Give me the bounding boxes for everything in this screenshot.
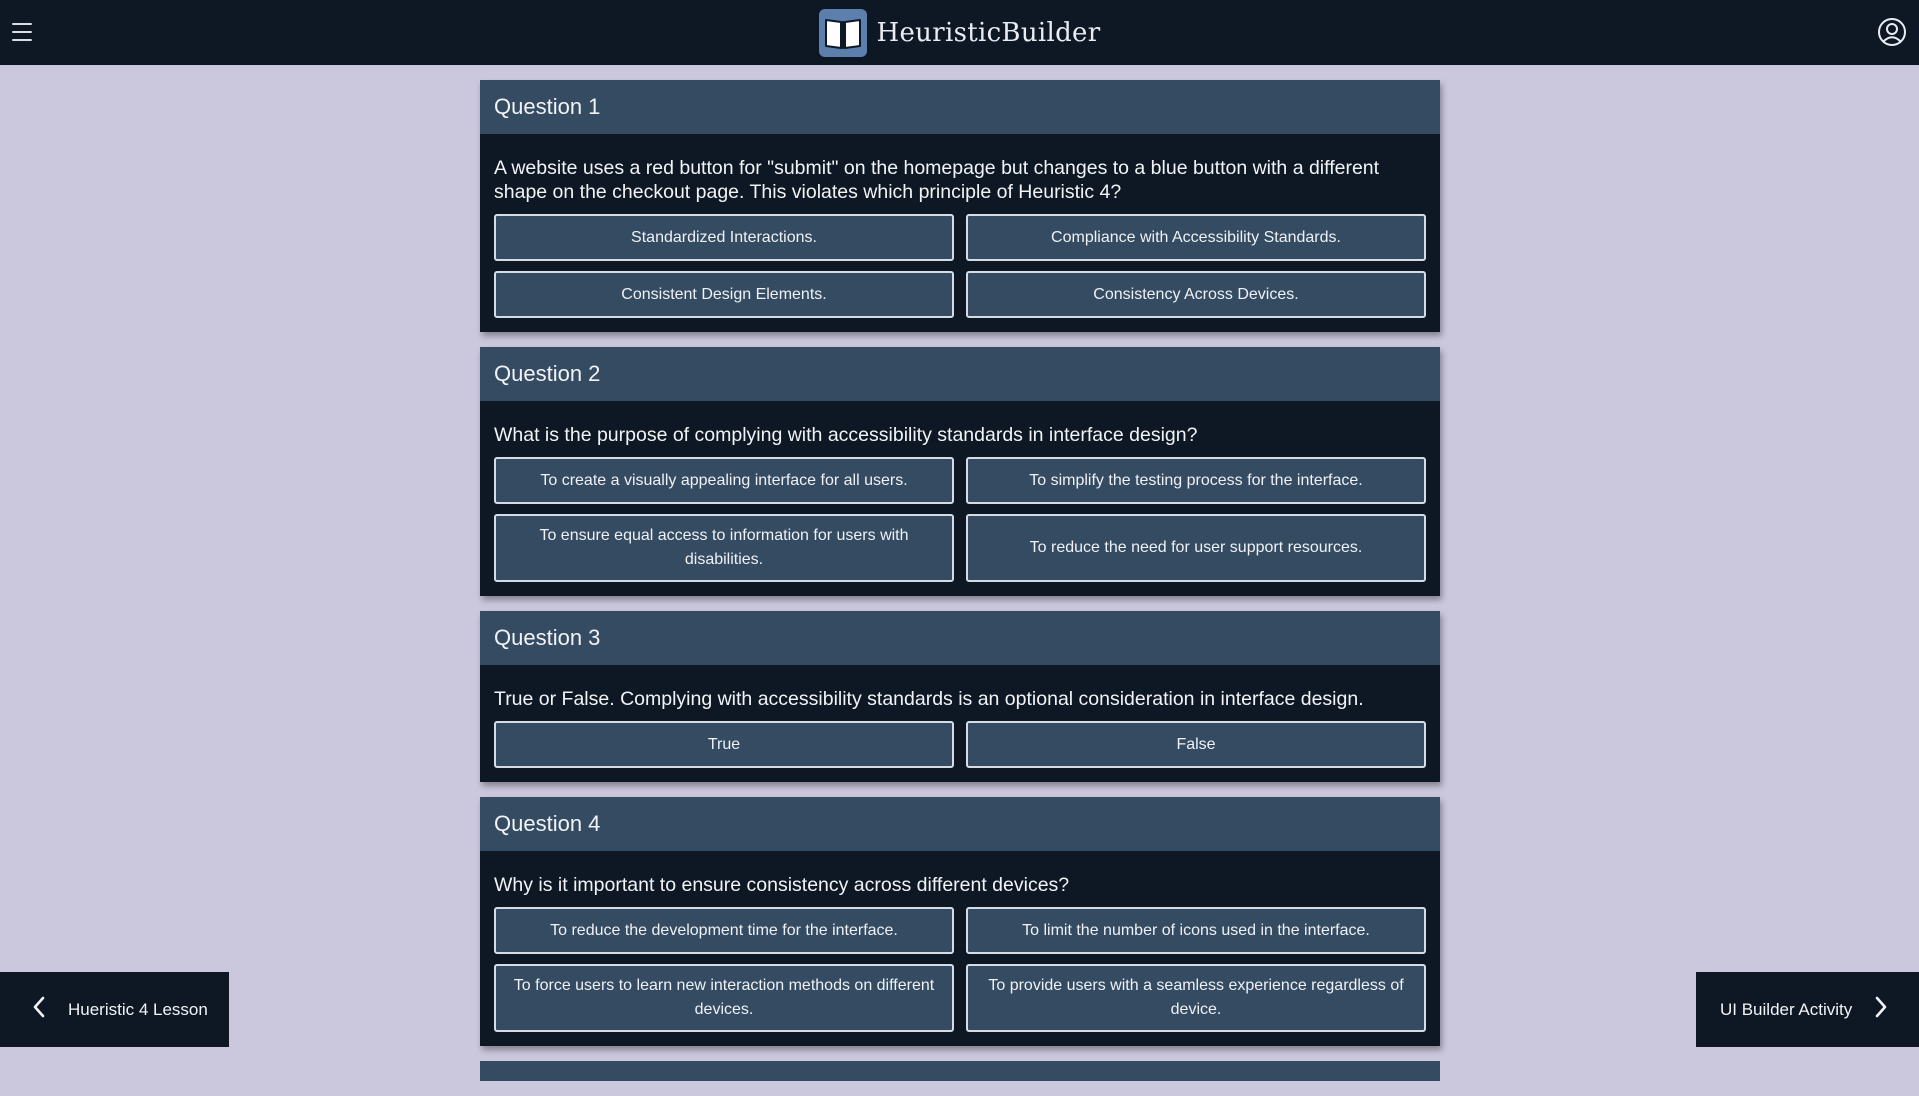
question-card-next-partial [480, 1061, 1440, 1081]
answer-option-button[interactable]: Compliance with Accessibility Standards. [966, 214, 1426, 261]
answer-options [494, 907, 1426, 1032]
answer-option-button[interactable]: False [966, 721, 1426, 768]
answer-option-button[interactable]: To create a visually appealing interface for all users. [494, 457, 954, 504]
question-title: Question 1 [480, 80, 1440, 134]
answer-option-button[interactable]: To ensure equal access to information for users with disabilities. [494, 514, 954, 582]
question-card-3 [480, 611, 1440, 782]
app-title: HeuristicBuilder [876, 17, 1101, 48]
answer-options [494, 457, 1426, 582]
answer-option-button[interactable]: To force users to learn new interaction methods on different devices. [494, 964, 954, 1032]
top-navbar [0, 0, 1919, 65]
answer-option-button[interactable]: To simplify the testing process for the interface. [966, 457, 1426, 504]
chevron-right-icon [1874, 996, 1888, 1023]
question-title: Question 4 [480, 797, 1440, 851]
answer-option-button[interactable]: True [494, 721, 954, 768]
question-card-4 [480, 797, 1440, 1046]
question-text: A website uses a red button for "submit" on the homepage but changes to a blue button with a different shape on the checkout page. This violates which principle of Heuristic 4? [494, 157, 1380, 203]
answer-options [494, 214, 1426, 318]
brand[interactable] [819, 9, 1101, 57]
next-activity-label: UI Builder Activity [1720, 999, 1853, 1019]
user-circle-icon[interactable] [1877, 17, 1907, 47]
open-book-icon [819, 9, 867, 57]
answer-options [494, 721, 1426, 768]
answer-option-button[interactable]: Consistent Design Elements. [494, 271, 954, 318]
previous-lesson-label: Hueristic 4 Lesson [68, 999, 208, 1019]
chevron-left-icon [32, 996, 46, 1023]
question-text: Why is it important to ensure consistency across different devices? [494, 874, 1070, 896]
previous-lesson-button[interactable] [0, 972, 229, 1047]
question-card-2 [480, 347, 1440, 596]
quiz-container [480, 80, 1440, 1096]
question-title: Question 3 [480, 611, 1440, 665]
answer-option-button[interactable]: To reduce the development time for the interface. [494, 907, 954, 954]
question-text: True or False. Complying with accessibility standards is an optional consideration in interface design. [494, 688, 1364, 710]
answer-option-button[interactable]: To limit the number of icons used in the interface. [966, 907, 1426, 954]
question-title: Question 2 [480, 347, 1440, 401]
next-activity-button[interactable] [1696, 972, 1919, 1047]
question-text: What is the purpose of complying with accessibility standards in interface design? [494, 424, 1198, 446]
answer-option-button[interactable]: Standardized Interactions. [494, 214, 954, 261]
answer-option-button[interactable]: To reduce the need for user support resources. [966, 514, 1426, 582]
answer-option-button[interactable]: Consistency Across Devices. [966, 271, 1426, 318]
question-card-1 [480, 80, 1440, 332]
answer-option-button[interactable]: To provide users with a seamless experience regardless of device. [966, 964, 1426, 1032]
hamburger-menu-icon[interactable] [12, 18, 38, 46]
